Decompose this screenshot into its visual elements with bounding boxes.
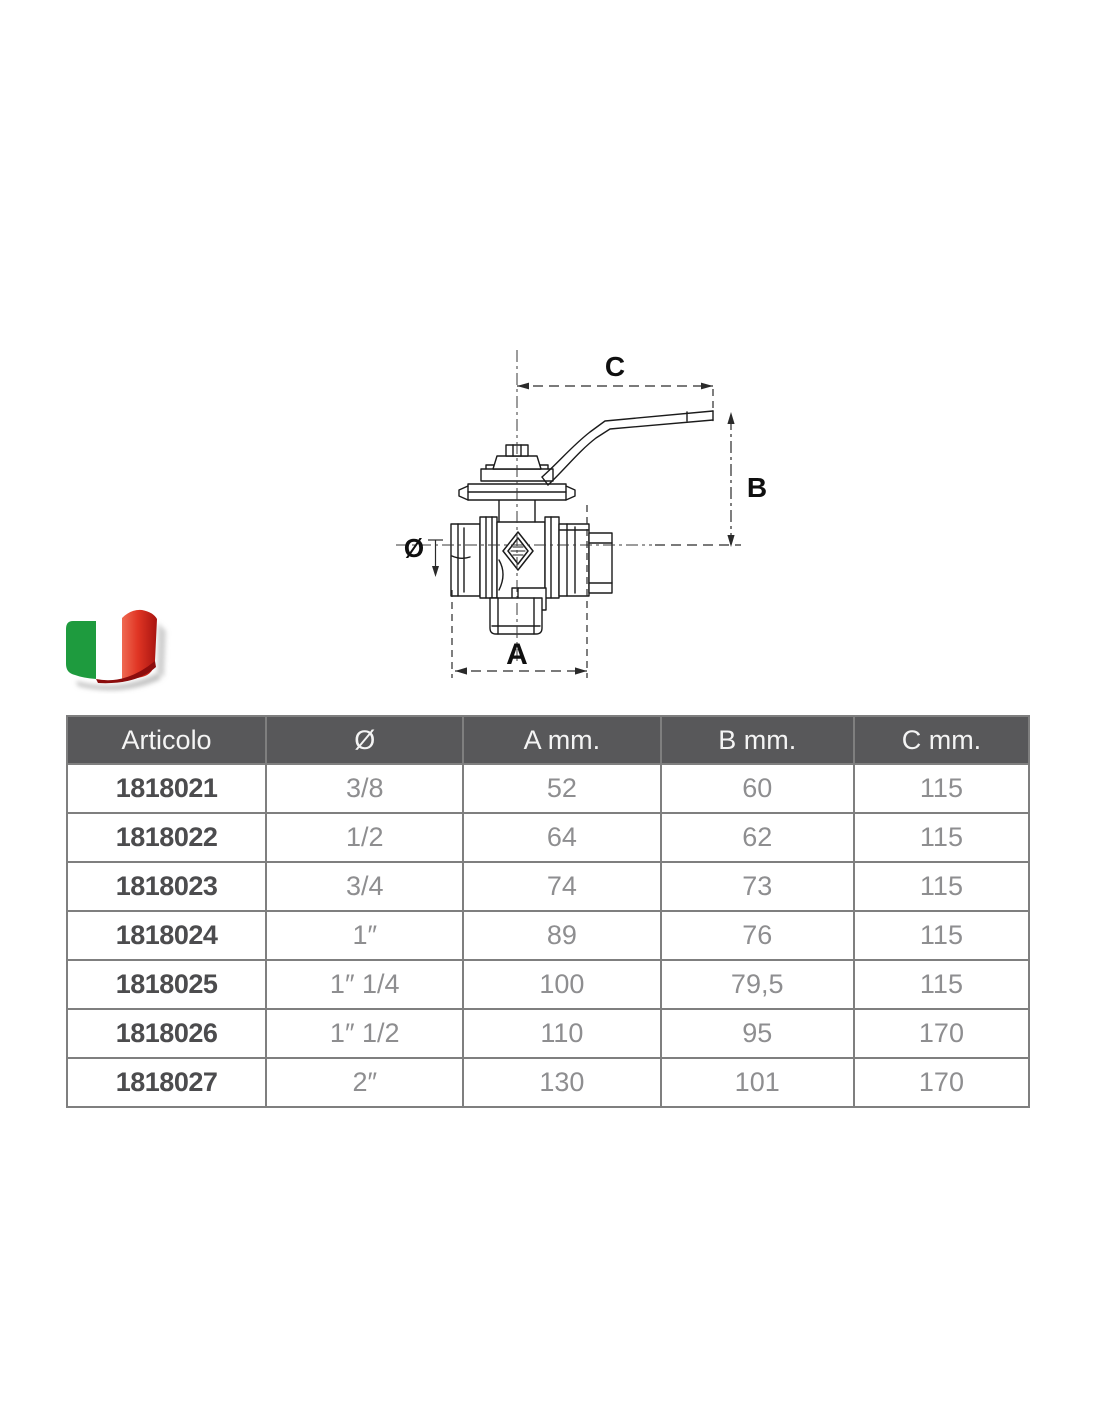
value-cell: 110 — [463, 1009, 660, 1058]
article-cell: 1818025 — [67, 960, 266, 1009]
value-cell: 115 — [854, 862, 1029, 911]
table-header-row — [67, 716, 1029, 764]
dimension-diameter — [404, 533, 443, 577]
article-cell: 1818026 — [67, 1009, 266, 1058]
value-cell: 3/8 — [266, 764, 463, 813]
table-row — [67, 813, 1029, 862]
dimensions — [404, 351, 767, 678]
dim-label-diameter: Ø — [403, 533, 425, 563]
value-cell: 1″ — [266, 911, 463, 960]
value-cell: 76 — [661, 911, 854, 960]
value-cell: 60 — [661, 764, 854, 813]
value-cell: 1″ 1/4 — [266, 960, 463, 1009]
value-cell: 95 — [661, 1009, 854, 1058]
value-cell: 64 — [463, 813, 660, 862]
article-cell: 1818022 — [67, 813, 266, 862]
value-cell: 115 — [854, 960, 1029, 1009]
dimension-c — [517, 351, 713, 408]
value-cell: 52 — [463, 764, 660, 813]
italy-flag-icon — [58, 604, 174, 694]
dim-label-c: C — [604, 351, 626, 382]
table-body — [67, 764, 1029, 1107]
article-cell: 1818024 — [67, 911, 266, 960]
flag-stripes — [66, 610, 157, 683]
value-cell: 2″ — [266, 1058, 463, 1107]
col-header-diameter: Ø — [266, 716, 463, 764]
valve-technical-drawing — [378, 342, 808, 690]
table-row — [67, 911, 1029, 960]
valve-handle — [542, 411, 713, 485]
value-cell: 115 — [854, 764, 1029, 813]
col-header-c-mm: C mm. — [854, 716, 1029, 764]
value-cell: 130 — [463, 1058, 660, 1107]
flag-red-stripe — [122, 610, 157, 682]
value-cell: 170 — [854, 1009, 1029, 1058]
article-cell: 1818023 — [67, 862, 266, 911]
value-cell: 73 — [661, 862, 854, 911]
table-row — [67, 1009, 1029, 1058]
table-row — [67, 764, 1029, 813]
article-cell: 1818021 — [67, 764, 266, 813]
table-row — [67, 862, 1029, 911]
dim-label-b: B — [746, 472, 768, 503]
value-cell: 170 — [854, 1058, 1029, 1107]
col-header-articolo: Articolo — [67, 716, 266, 764]
col-header-b-mm: B mm. — [661, 716, 854, 764]
left-coupling — [451, 517, 497, 598]
dimension-b — [655, 412, 767, 547]
table-row — [67, 1058, 1029, 1107]
value-cell: 62 — [661, 813, 854, 862]
spec-table — [66, 715, 1030, 1108]
flag-white-stripe — [96, 618, 122, 682]
table-row — [67, 960, 1029, 1009]
value-cell: 1″ 1/2 — [266, 1009, 463, 1058]
value-cell: 115 — [854, 911, 1029, 960]
value-cell: 3/4 — [266, 862, 463, 911]
value-cell: 79,5 — [661, 960, 854, 1009]
value-cell: 100 — [463, 960, 660, 1009]
value-cell: 115 — [854, 813, 1029, 862]
dim-label-a: A — [506, 638, 528, 671]
value-cell: 89 — [463, 911, 660, 960]
valve-body — [451, 411, 713, 634]
value-cell: 1/2 — [266, 813, 463, 862]
col-header-a-mm: A mm. — [463, 716, 660, 764]
article-cell: 1818027 — [67, 1058, 266, 1107]
right-coupling — [545, 517, 612, 598]
flag-green-stripe — [66, 621, 96, 679]
value-cell: 101 — [661, 1058, 854, 1107]
value-cell: 74 — [463, 862, 660, 911]
